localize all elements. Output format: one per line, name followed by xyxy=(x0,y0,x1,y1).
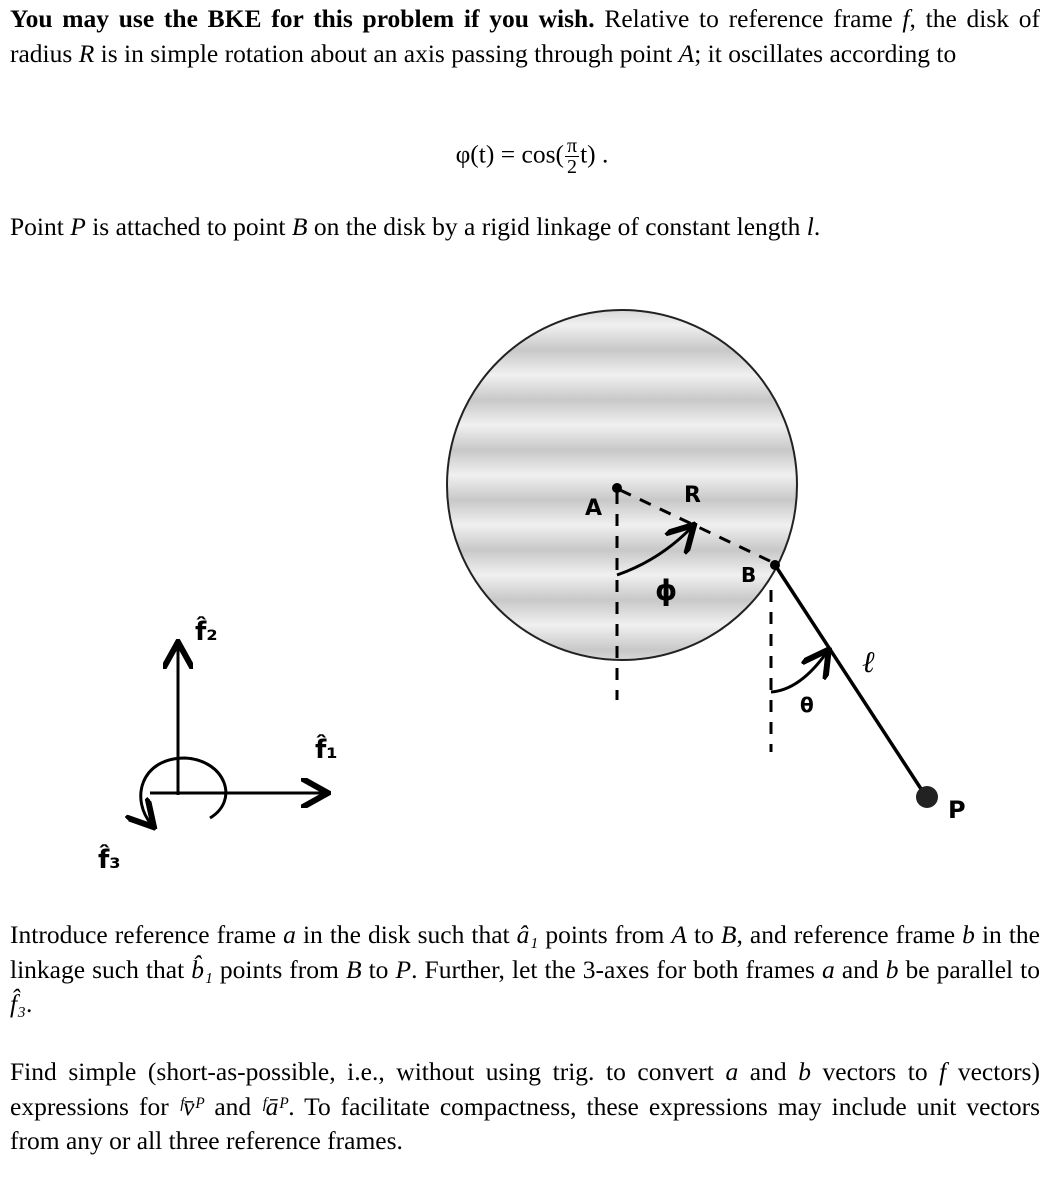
text: in the linkage such that xyxy=(10,920,1040,984)
math: f xyxy=(939,1057,947,1086)
text: Relative to reference frame xyxy=(594,4,903,33)
eq-lhs: φ(t) = cos( xyxy=(455,139,564,169)
math: a xyxy=(725,1057,739,1086)
eq-rhs: t) . xyxy=(580,139,609,169)
task-paragraph xyxy=(10,1055,1040,1159)
text: Find simple (short-as-possible, i.e., without using trig. to convert xyxy=(10,1057,726,1086)
label-B: B xyxy=(741,563,757,587)
frame-f-axes xyxy=(141,645,325,825)
frames-paragraph xyxy=(10,918,1040,1022)
label-A: A xyxy=(585,496,603,521)
point-B xyxy=(770,560,780,570)
text: in the disk such that xyxy=(295,920,517,949)
text: on the disk by a rigid linkage of constant length xyxy=(307,212,807,241)
math-l: l xyxy=(806,212,814,241)
text: is in simple rotation about an axis passing through point xyxy=(94,38,679,68)
linkage-rod xyxy=(775,565,925,795)
text: vectors) expressions for xyxy=(10,1057,1040,1121)
label-P: P xyxy=(948,796,966,824)
math: b xyxy=(798,1057,811,1086)
label-theta: θ xyxy=(800,693,814,717)
text: and xyxy=(834,954,886,984)
math-P: P xyxy=(70,212,86,241)
text: Introduce reference frame xyxy=(10,920,284,949)
text: points from xyxy=(212,954,346,984)
text: Point xyxy=(10,212,71,241)
text: , the disk of radius xyxy=(10,4,1041,68)
math-R: R xyxy=(78,38,95,68)
text: vectors to xyxy=(810,1057,940,1086)
math-A: A xyxy=(678,38,695,68)
math: P xyxy=(395,954,412,984)
text: . xyxy=(25,989,33,1018)
text: . xyxy=(813,212,821,241)
math: B xyxy=(720,920,737,949)
bke-note: You may use the BKE for this problem if you wish. xyxy=(10,4,595,33)
math-f: f xyxy=(902,4,910,33)
text: to xyxy=(686,920,721,949)
disk xyxy=(447,310,797,660)
math-acceleration: ᶠāᴾ xyxy=(261,1091,289,1121)
math: B xyxy=(345,954,362,984)
math: A xyxy=(671,920,687,949)
math: f̂₃ xyxy=(10,989,26,1018)
text: be parallel to xyxy=(898,954,1041,984)
text: points from xyxy=(538,920,672,949)
math-B: B xyxy=(291,212,308,241)
math: a xyxy=(283,920,296,949)
denominator: 2 xyxy=(567,156,578,178)
label-l: ℓ xyxy=(862,645,875,680)
label-f3: f̂₃ xyxy=(98,845,121,875)
point-P xyxy=(916,786,938,808)
text: . Further, let the 3-axes for both frames xyxy=(411,954,823,984)
label-f1: f̂₁ xyxy=(315,735,338,765)
label-R: R xyxy=(684,483,701,508)
math: a xyxy=(822,954,835,984)
text: to xyxy=(361,954,396,984)
point-A xyxy=(612,483,622,493)
math: b xyxy=(962,920,975,949)
math: b xyxy=(885,954,899,984)
text: ; it oscillates according to xyxy=(694,38,957,68)
label-phi: ϕ xyxy=(655,574,678,607)
text: is attached to point xyxy=(85,212,292,241)
math: b̂₁ xyxy=(191,954,213,984)
text: and xyxy=(738,1057,799,1086)
label-f2: f̂₂ xyxy=(195,617,218,647)
text: and xyxy=(204,1091,262,1121)
math-velocity: ᶠv̄ᴾ xyxy=(178,1091,205,1121)
numerator: π xyxy=(566,135,578,157)
text: , and reference frame xyxy=(736,920,963,949)
text: . To facilitate compactness, these expressions may include unit vectors from any or all three reference frames. xyxy=(10,1091,1040,1155)
math: â₁ xyxy=(516,920,539,949)
